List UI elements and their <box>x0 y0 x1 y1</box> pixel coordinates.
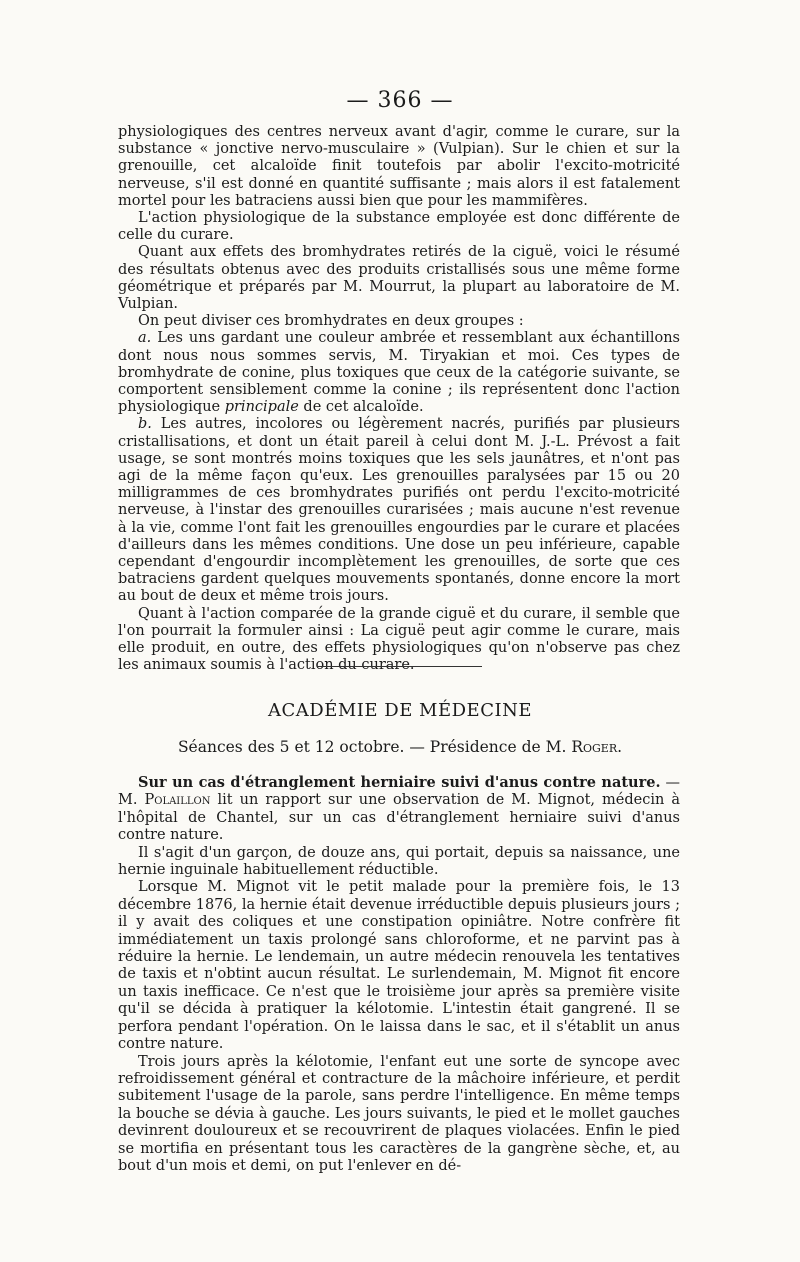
seance-text: Séances des 5 et 12 octobre. — Présidence de M. <box>177 738 572 756</box>
paragraph-group-a <box>118 330 680 416</box>
group-b-text: Les autres, incolores ou légèrement nacrés, purifiés par plusieurs cristallisations, et dont un était pareil à celui dont M. J.-L. Prévost a fait usage, se sont montrés moins toxiques que les sels jaunâtres, et n'ont pas agi de la même façon qu'eux. Les grenouilles paralysées par 15 ou 20 milligrammes de ces bromhydrates purifiés ont perdu l'excito-motricité nerveuse, à l'instar des grenouilles curarisées ; mais aucune n'est revenue à la vie, comme l'ont fait les grenouilles engourdies par le curare et placées d'ailleurs dans les mêmes conditions. Une dose un peu inférieure, capable cependant d'engourdir incomplètement les grenouilles, de sorte que ces batraciens gardent quelques mouvements spontanés, donne encore la mort au bout de deux et même trois jours. <box>118 416 680 605</box>
paragraph: L'action physiologique de la substance employée est donc différente de celle du curare. <box>118 210 680 244</box>
group-b-letter: b. <box>138 416 152 433</box>
paragraph: physiologiques des centres nerveux avant d'agir, comme le curare, sur la substance « jonctive nervo-musculaire » (Vulpian). Sur le chien et sur la grenouille, cet alcaloïde finit toutefois par abolir l'excito-motricité nerveuse, s'il est donné en quantité suffisante ; mais alors il est fatalement mortel pour les batraciens aussi bien que pour les mammifères. <box>118 124 680 209</box>
group-a-letter: a. <box>138 330 152 347</box>
group-a-emphasis: principale <box>224 399 299 416</box>
paragraph: Quant aux effets des bromhydrates retirés de la ciguë, voici le résumé des résultats obtenus avec des produits cristallisés sous une même forme géométrique et préparés par M. Mourrut, la plupart au laboratoire de M. Vulpian. <box>118 244 680 313</box>
article-intro <box>118 774 680 845</box>
paragraph: Quant à l'action comparée de la grande ciguë et du curare, il semble que l'on pourrait la formuler ainsi : La ciguë peut agir comme le curare, mais elle produit, en outre, des effets physiologiques qu'on n'observe pas chez les animaux soumis à l'action du curare. <box>118 605 680 674</box>
body-text-top <box>118 124 680 675</box>
paragraph-group-b <box>118 416 680 605</box>
page-number: — 366 — <box>346 88 454 113</box>
group-a-text: Les uns gardant une couleur ambrée et ressemblant aux échantillons dont nous nous sommes servis, M. Tiryakian et moi. Ces types de bromhydrate de conine, plus toxiques que ceux de la catégorie suivante, se comportent sensiblement comme la conine ; ils représentent donc l'action physiologique <box>118 330 680 416</box>
president-name: Roger <box>571 738 618 756</box>
article-heading: Sur un cas d'étranglement herniaire suivi d'anus contre nature. <box>138 774 661 791</box>
paragraph: Il s'agit d'un garçon, de douze ans, qui portait, depuis sa naissance, une hernie inguinale habituellement réductible. <box>118 844 680 879</box>
section-title: ACADÉMIE DE MÉDECINE <box>268 700 532 721</box>
seance-end: . <box>617 738 623 756</box>
article-dash: — M. <box>118 775 680 809</box>
article-author: Polaillon <box>144 792 211 809</box>
paragraph: On peut diviser ces bromhydrates en deux groupes : <box>138 313 524 330</box>
article-intro-text: lit un rapport sur une observation de M. Mignot, médecin à l'hôpital de Chantel, sur un cas d'étranglement herniaire suivi d'anus contre nature. <box>118 792 680 844</box>
section-divider <box>318 666 482 667</box>
seance-line <box>0 738 800 756</box>
paragraph: Lorsque M. Mignot vit le petit malade pour la première fois, le 13 décembre 1876, la hernie était devenue irréductible depuis plusieurs jours ; il y avait des coliques et une constipation opiniâtre. Notre confrère fit immédiatement un taxis prolongé sans chloroforme, et ne parvint pas à réduire la hernie. Le lendemain, un autre médecin renouvela les tentatives de taxis et n'obtint aucun résultat. Le surlendemain, M. Mignot fit encore un taxis inefficace. Ce n'est que le troisième jour après sa première visite qu'il se décida à pratiquer la kélotomie. L'intestin était gangrené. Il se perfora pendant l'opération. On le laissa dans le sac, et il s'établit un anus contre nature. <box>118 879 680 1053</box>
group-a-text-end: de cet alcaloïde. <box>298 399 424 416</box>
body-text-article <box>118 774 680 1175</box>
paragraph: Trois jours après la kélotomie, l'enfant eut une sorte de syncope avec refroidissement général et contracture de la mâchoire inférieure, et perdit subitement l'usage de la parole, sans perdre l'intelligence. En même temps la bouche se dévia à gauche. Les jours suivants, le pied et le mollet gauches devinrent douloureux et se recouvrirent de plaques violacées. Enfin le pied se mortifia en présentant tous les caractères de la gangrène sèche, et, au bout d'un mois et demi, on put l'enlever en dé- <box>118 1053 680 1174</box>
